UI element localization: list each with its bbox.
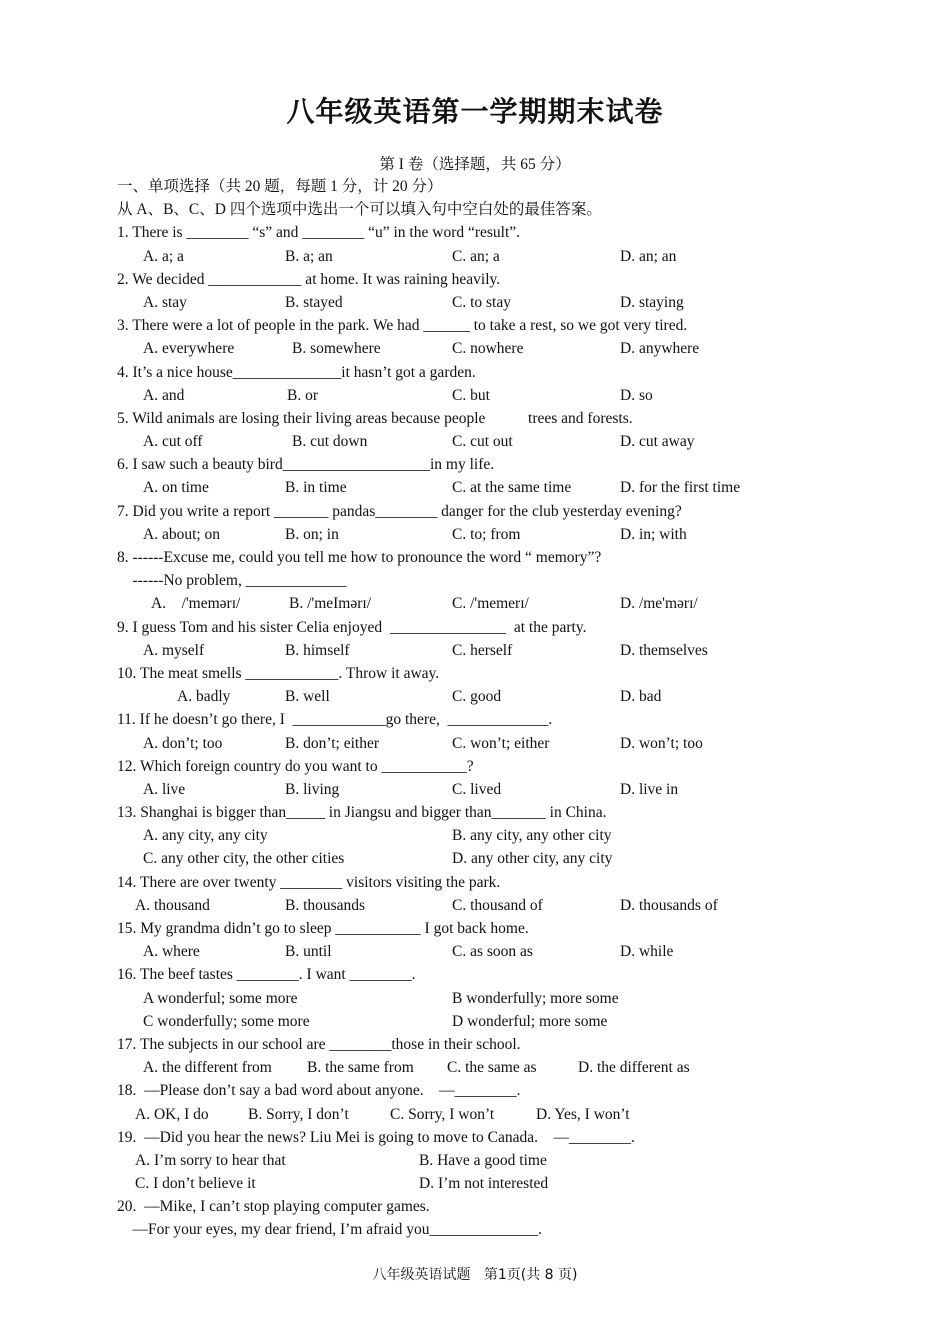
option-a[interactable]: A. everywhere: [143, 340, 235, 358]
question-stem: 1. There is ________ “s” and ________ “u” in the word “result”.: [117, 224, 521, 242]
option-b[interactable]: B. stayed: [285, 293, 343, 311]
option-c[interactable]: C. lived: [452, 780, 502, 798]
question-stem: 9. I guess Tom and his sister Celia enjoyed _______________ at the party.: [117, 618, 587, 636]
options-row: [117, 685, 837, 708]
question-stem: 6. I saw such a beauty bird___________________in my life.: [117, 456, 495, 474]
option-b[interactable]: B. /'meImərɪ/: [289, 595, 371, 613]
options-row: [117, 523, 837, 546]
option-c[interactable]: C. an; a: [452, 247, 500, 265]
option-d[interactable]: D. the different as: [578, 1059, 690, 1077]
options-row: [117, 1149, 837, 1172]
option-a[interactable]: A. don’t; too: [143, 734, 223, 752]
option-c[interactable]: C. but: [452, 386, 490, 404]
exam-content: [117, 175, 837, 1242]
option-c[interactable]: C. cut out: [452, 433, 513, 451]
option-b[interactable]: B wonderfully; more some: [452, 989, 619, 1007]
question-stem: 18. —Please don’t say a bad word about anyone. —________.: [117, 1082, 521, 1100]
question-stem: 7. Did you write a report _______ pandas________ danger for the club yesterday evening?: [117, 502, 682, 520]
option-d[interactable]: D. for the first time: [620, 479, 741, 497]
option-a[interactable]: A. stay: [143, 293, 187, 311]
options-row: [117, 894, 837, 917]
option-c[interactable]: C. the same as: [447, 1059, 537, 1077]
option-c[interactable]: C. Sorry, I won’t: [390, 1105, 495, 1123]
option-d[interactable]: D. /me'mərɪ/: [620, 595, 698, 613]
option-c[interactable]: C. to stay: [452, 293, 511, 311]
options-row: [117, 987, 837, 1010]
option-d[interactable]: D. so: [620, 386, 653, 404]
question-stem: 8. ------Excuse me, could you tell me how to pronounce the word “ memory”?: [117, 549, 602, 566]
options-row: [117, 1103, 837, 1126]
option-a[interactable]: A. the different from: [143, 1059, 272, 1077]
option-c[interactable]: C wonderfully; some more: [143, 1012, 310, 1030]
option-d[interactable]: D. themselves: [620, 641, 708, 659]
option-d[interactable]: D. in; with: [620, 525, 687, 543]
option-a[interactable]: A. OK, I do: [135, 1105, 209, 1123]
options-row: [117, 1010, 837, 1033]
question-stem: 2. We decided ____________ at home. It was raining heavily.: [117, 270, 501, 288]
option-d[interactable]: D. won’t; too: [620, 734, 703, 752]
option-a[interactable]: A. and: [143, 386, 185, 404]
question-stem: 17. The subjects in our school are ________those in their school.: [117, 1035, 521, 1053]
question-stem: 19. —Did you hear the news? Liu Mei is going to move to Canada. —________.: [117, 1128, 635, 1146]
options-row: [117, 940, 837, 963]
option-b[interactable]: B. any city, any other city: [452, 827, 612, 845]
option-b[interactable]: B. Sorry, I don’t: [248, 1105, 349, 1123]
option-b[interactable]: B. thousands: [285, 896, 366, 914]
option-c[interactable]: C. good: [452, 688, 502, 706]
option-d[interactable]: D. thousands of: [620, 896, 718, 914]
options-row: [117, 430, 837, 453]
instruction: 从 A、B、C、D 四个选项中选出一个可以填入句中空白处的最佳答案。: [117, 201, 602, 219]
option-b[interactable]: B. cut down: [292, 433, 368, 451]
option-c[interactable]: C. at the same time: [452, 479, 572, 497]
options-row: [117, 732, 837, 755]
option-b[interactable]: B. somewhere: [292, 340, 381, 358]
option-d[interactable]: D. cut away: [620, 433, 695, 451]
option-b[interactable]: B. the same from: [307, 1059, 414, 1077]
option-b[interactable]: B. himself: [285, 641, 350, 659]
option-c[interactable]: C. any other city, the other cities: [143, 850, 345, 868]
option-b[interactable]: B. living: [285, 780, 340, 798]
option-d[interactable]: D. while: [620, 943, 674, 961]
question-stem-reply: —For your eyes, my dear friend, I’m afraid you______________.: [117, 1221, 542, 1239]
option-d[interactable]: D wonderful; more some: [452, 1012, 608, 1030]
option-d[interactable]: D. anywhere: [620, 340, 700, 358]
option-b[interactable]: B. don’t; either: [285, 734, 379, 752]
option-a[interactable]: A. I’m sorry to hear that: [135, 1151, 286, 1169]
option-d[interactable]: D. live in: [620, 780, 679, 798]
options-row: [117, 476, 837, 499]
option-c[interactable]: C. I don’t believe it: [135, 1175, 256, 1193]
option-a[interactable]: A. any city, any city: [143, 827, 268, 845]
question-stem: 12. Which foreign country do you want to ___________?: [117, 757, 474, 775]
page-title: 八年级英语第一学期期末试卷: [286, 95, 664, 128]
options-row: [117, 384, 837, 407]
options-row: [117, 337, 837, 360]
question-stem: 3. There were a lot of people in the park. We had ______ to take a rest, so we got very tired.: [117, 317, 688, 335]
question-stem: 20. —Mike, I can’t stop playing computer games.: [117, 1198, 430, 1216]
option-c[interactable]: C. to; from: [452, 525, 521, 543]
question-stem: 4. It’s a nice house______________it hasn’t got a garden.: [117, 363, 476, 381]
option-a[interactable]: A. myself: [143, 641, 205, 659]
options-row: [117, 1056, 837, 1079]
option-c[interactable]: C. thousand of: [452, 896, 543, 914]
option-b[interactable]: B. Have a good time: [419, 1151, 547, 1169]
question-stem-reply: ------No problem, _____________: [117, 572, 347, 590]
option-b[interactable]: B. until: [285, 943, 332, 961]
option-b[interactable]: B. in time: [285, 479, 347, 497]
option-b[interactable]: B. well: [285, 688, 330, 706]
option-b[interactable]: B. a; an: [285, 247, 333, 265]
options-row: [117, 1172, 837, 1195]
option-c[interactable]: C. won’t; either: [452, 734, 550, 752]
option-a[interactable]: A. /'memərɪ/: [151, 595, 241, 613]
question-stem: 14. There are over twenty ________ visitors visiting the park.: [117, 873, 501, 891]
options-row: [117, 847, 837, 870]
option-c[interactable]: C. /'memerɪ/: [452, 595, 529, 613]
options-row: [117, 291, 837, 314]
question-stem: 10. The meat smells ____________. Throw it away.: [117, 664, 440, 682]
question-stem: 16. The beef tastes ________. I want ________.: [117, 966, 416, 984]
question-stem: 11. If he doesn’t go there, I ____________go there, _____________.: [117, 711, 553, 729]
options-row: [117, 592, 837, 615]
options-row: [117, 824, 837, 847]
section-header: 一、单项选择（共 20 题，每题 1 分，计 20 分）: [117, 178, 443, 195]
options-row: [117, 778, 837, 801]
option-c[interactable]: C. herself: [452, 641, 513, 659]
option-d[interactable]: D. any other city, any city: [452, 850, 613, 868]
option-b[interactable]: B. on; in: [285, 525, 339, 543]
option-d[interactable]: D. bad: [620, 688, 662, 706]
options-row: [117, 245, 837, 268]
option-d[interactable]: D. Yes, I won’t: [536, 1105, 630, 1123]
question-stem: 15. My grandma didn’t go to sleep ___________ I got back home.: [117, 920, 529, 937]
option-d[interactable]: D. I’m not interested: [419, 1175, 549, 1193]
part-subtitle: 第 I 卷（选择题，共 65 分）: [379, 156, 571, 173]
option-a[interactable]: A. badly: [177, 688, 231, 706]
option-a[interactable]: A. thousand: [135, 896, 210, 914]
option-a[interactable]: A. live: [143, 780, 186, 798]
option-c[interactable]: C. nowhere: [452, 340, 524, 358]
options-row: [117, 639, 837, 662]
option-a[interactable]: A. about; on: [143, 525, 221, 543]
option-a[interactable]: A. a; a: [143, 247, 184, 265]
option-a[interactable]: A wonderful; some more: [143, 989, 298, 1007]
option-a[interactable]: A. on time: [143, 479, 209, 497]
option-a[interactable]: A. where: [143, 943, 200, 961]
page-footer: 八年级英语试题 第1页(共 8 页): [372, 1267, 578, 1283]
question-stem: 13. Shanghai is bigger than_____ in Jiangsu and bigger than_______ in China.: [117, 804, 607, 822]
question-stem: 5. Wild animals are losing their living areas because people trees and forests.: [117, 409, 633, 427]
option-b[interactable]: B. or: [287, 386, 318, 404]
option-c[interactable]: C. as soon as: [452, 943, 533, 961]
option-d[interactable]: D. staying: [620, 293, 684, 311]
option-d[interactable]: D. an; an: [620, 247, 677, 265]
option-a[interactable]: A. cut off: [143, 433, 203, 451]
